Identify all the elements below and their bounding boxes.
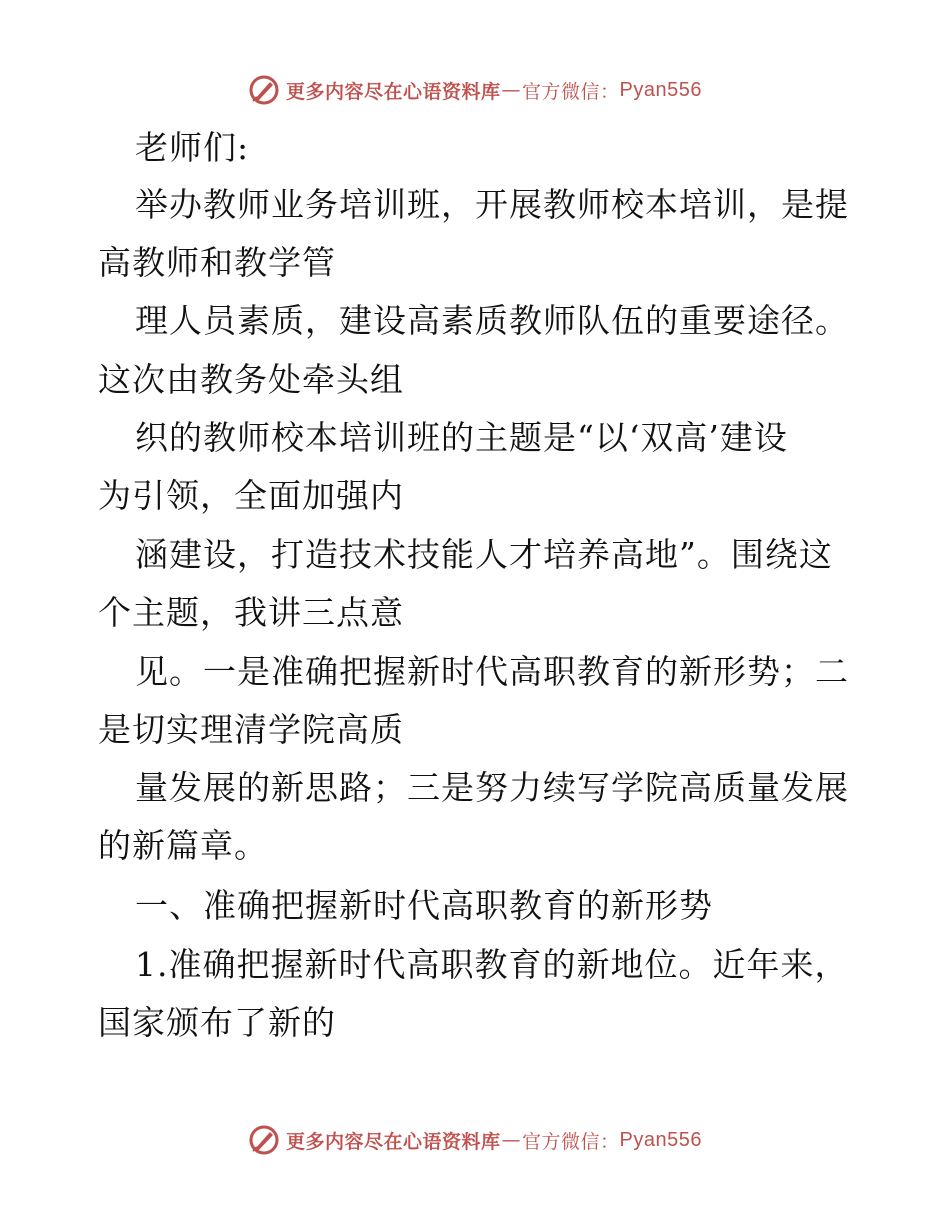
feather-pen-logo-icon bbox=[248, 1124, 280, 1156]
text-line: 织的教师校本培训班的主题是“以‘双高’建设 bbox=[135, 418, 788, 457]
banner-wechat-id: Pyan556 bbox=[619, 1128, 702, 1151]
banner-wechat-id: Pyan556 bbox=[619, 78, 702, 101]
text-line: 这次由教务处牵头组 bbox=[98, 360, 404, 399]
text-line: 老师们: bbox=[135, 128, 250, 167]
banner-wechat-label: 官方微信： bbox=[522, 80, 620, 103]
text-line: 涵建设，打造技术技能人才培养高地”。围绕这 bbox=[135, 535, 833, 574]
banner-text: 更多内容尽在心语资料库 bbox=[286, 1130, 501, 1153]
text-line: 见。一是准确把握新时代高职教育的新形势；二 bbox=[135, 652, 849, 691]
text-line: 量发展的新思路；三是努力续写学院高质量发展 bbox=[135, 768, 849, 807]
banner-dash: — bbox=[501, 79, 522, 101]
banner-dash: — bbox=[501, 1129, 522, 1151]
banner-text: 更多内容尽在心语资料库 bbox=[286, 80, 501, 103]
feather-pen-logo-icon bbox=[248, 74, 280, 106]
text-line: 个主题，我讲三点意 bbox=[98, 593, 404, 632]
text-line: 为引领，全面加强内 bbox=[98, 476, 404, 515]
section-heading: 一、准确把握新时代高职教育的新形势 bbox=[135, 886, 713, 925]
header-watermark bbox=[0, 72, 950, 108]
footer-watermark bbox=[0, 1122, 950, 1158]
text-line: 举办教师业务培训班，开展教师校本培训，是提 bbox=[135, 185, 849, 224]
banner-wechat-label: 官方微信： bbox=[522, 1130, 620, 1153]
text-line: 理人员素质，建设高素质教师队伍的重要途径。 bbox=[135, 301, 849, 340]
text-line: 国家颁布了新的 bbox=[98, 1003, 336, 1042]
text-line: 是切实理清学院高质 bbox=[98, 710, 404, 749]
text-line: 1.准确把握新时代高职教育的新地位。近年来， bbox=[135, 945, 849, 984]
text-line: 高教师和教学管 bbox=[98, 243, 336, 282]
text-line: 的新篇章。 bbox=[98, 826, 268, 865]
